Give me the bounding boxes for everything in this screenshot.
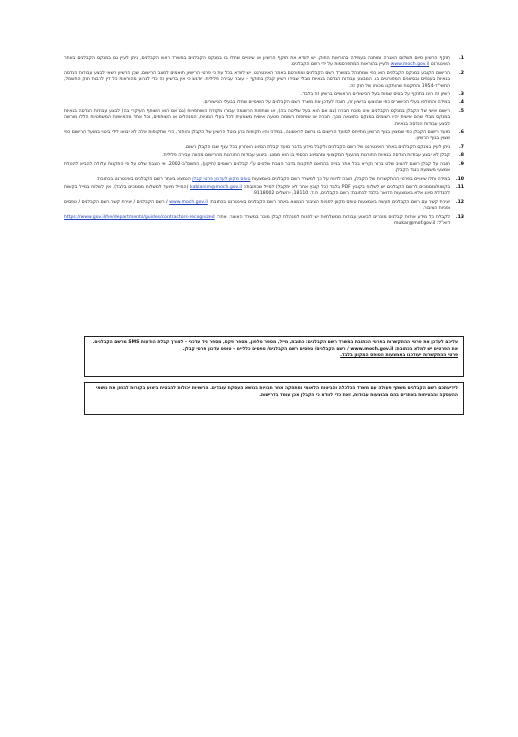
item-tail: / רשם הקבלנים / יצירת קשר.רשם הקבלנים / טפסים ופניות הציבור. [64,199,450,212]
item-text [64,162,450,175]
list-item [64,177,464,183]
item-tail: הנמצא באתר רשם הקבלנים באינטרנט בכתובת: [96,176,191,182]
list-item [64,145,464,151]
list-item [64,56,464,69]
list-item [64,185,464,198]
item-number: 4. [459,100,464,106]
item-text [64,200,450,213]
item-body: יצירת קשר עם רשם הקבלנים תעשה באמצעות טופס מקוון לפניות הציבור הנמצא באתר רשם הקבלנים באינטרנט בכתובת: [209,199,450,205]
terms-list [64,56,464,229]
item-body: מועד רישום הקבלן כפי שמצוין בגוף הרשיון מתייחס למועד הרישום בו נרשם לראשונה, במידה והיו תקופות בהן בוטל הרשיון של הקבלן והוחזר, הרי שתקופות אלה לא יבואו לידי ביטוי במועד הרישום כפי שצוין בגוף הרשיון. [64,130,450,142]
item-number: 9. [459,161,464,167]
item-tail: דוא"ל: mukar@mof.gov.il [394,220,450,226]
notice-line-3: פרטי ההתקשרות יעודכנו באמצעות הטופס המקוון בלבד. [340,353,458,359]
item-link[interactable]: kablanim@moch.gov.il [189,184,242,190]
notice-line-1: עליכם לעדכן את פרטי ההתקשרות בפרטי הכתובת במשרד רשם הקבלנים: כתובת, מייל, מספר טלפון, מספר פקס, מספר ניד עדכני – לצורך קבלת הודעות SMS מרשם הקבלנים. [92,340,458,345]
item-number: 2. [459,70,464,76]
item-text [64,56,450,69]
item-link[interactable]: https://www.gov.il/he/departments/guides/contractors-recognized [64,214,215,220]
item-tail: (המייל מיועד למשלוח מסמכים בלבד). אין לשלוח במייל בקשות להגדלת סיווג אלא באמצעות הדואר בלבד לכתובת: רשם הקבלנים, ת.ד. 18110, ירושלים 9118002. [64,184,450,197]
item-number: 7. [459,144,464,150]
item-body: במידה ותלו שינויים בפרטי ההתקשרות של הקבלן, חובה לדווח על כך למשרד רשם הקבלנים באמצעות [251,176,450,182]
list-item [64,130,464,143]
item-body: לקבלת כל מידע אודות קבלנים מוכרים לביצוע עבודות ממשלתיות יש לפנות למנהלת קבלן מוכר במשרד האוצר. אתר: [216,214,450,220]
item-body: תוקף הרשיון מיום תשלום האגרה ומותנה בעמידה בהוראות החוק. יש לוודא את תוקף הרשיון או שינויים שחלו בו במנקס הקבלנים במשרד ראש הקבלנים, ניתן לעיין גם במנקס הקבלנים באתר האינטרנט [64,56,450,68]
item-number: 6. [459,130,464,136]
item-text [64,100,450,106]
item-text [64,215,450,228]
item-number: 1. [459,56,464,61]
item-tail: ולעיין בהוראות המתפרסמות על ידי רשם הקבלנים. [290,62,390,68]
list-item [64,200,464,213]
list-item [64,162,464,175]
item-body: ניתן לעיין במנקס הקבלנים באתר האינטרנט של רשם הקבלנים ולקבל מידע בדבר מועד קבלת הסיווג האחרון בכל ענף שבו הקבלן רשום. [184,144,450,150]
list-item [64,100,464,106]
item-text [64,109,450,128]
item-number: 8. [459,153,464,159]
list-item [64,215,464,228]
item-number: 10. [455,176,464,182]
contact-update-notice [84,336,464,377]
item-body: חובה על קבלן רשום להציב שלט ברור וקריא בכל אתר בנייה בהתאם לתקנות בדבר הצבת שלטים ע"י קבלנים רשומים (תיקון), התשס"ב-2002. אי הצבת שלט על פי התקנות עלולה להביא להטלת אמצעי משמעת כנגד הקבלן. [64,161,450,174]
item-number: 5. [459,108,464,114]
item-text [64,185,450,198]
item-text [64,177,450,183]
item-link[interactable]: www.moch.gov.il [390,62,430,68]
notice-line-2: את הפרטים יש למלא בכתובת: www.moch.gov.il / רשם הקבלנים/ טפסים רשם הקבלנים/ טפסים כלליים – טופס עדכון פרטי קבלן. [182,346,458,352]
item-number: 3. [459,92,464,98]
list-item [64,71,464,90]
item-link[interactable]: www.moch.gov.il [169,199,208,205]
list-item [64,109,464,128]
item-text [64,145,450,151]
notice-text: לידיעתכם רשם הקבלנים משתף פעולה עם משרד הכלכלה והביטוח הלאומי ומתחקה אחר חבויות בנושא העסקת עובדים. הרשויות יכולות להבטיח ביצוע בקורות לבחון את נושאי ההעסקה והבטיחות באתרים בהם מבוצעות עבודות, זאת כדי לוודא כי הקבלן אכן עומד בדרישות. [95,386,458,398]
item-text [64,71,450,90]
item-body: רישום אישי של הקבלן במנקס הקבלנים אינו מוכח חברה (גם אם הוא בעל שליטה בה), או שותפות הרשומה עבורו מקודת השותפויות (גם אם הוא השותף העיקרי בה) לבצע עבודות הנדסה בנאיות במנקס מבלי שהם אישית יהיו רשומים במנקס כתוצאה מכך. חברה או שותפות רשומה מטעה אישית משמעית לכל בעלי המניות, המנהלים או השותפים, וכל אחד מהאישיות המשפטיות הללו מורשה לבצע עבודות הנדסה בנאיות. [64,108,450,127]
item-text [64,92,450,98]
item-link[interactable]: טופס מקוון לעדכון פרטי קבלן [192,176,251,182]
item-text [64,153,450,159]
item-body: קבלן לא יבצע עבודות הנדסה בנאיות החורגות מהענף המקצועי ומהסיווג הכספי בו הוא מסווג. ביצוע עבודות החורגות מהרישום מהווה עבירה פלילית. [162,153,450,159]
item-body: רשיון זה הינו בתוקף על בסיס שמות בעל הכישורים הראשיים ברשיון זה בלבד. [301,92,450,98]
cooperation-notice [84,382,464,415]
item-body: בקשות/מסמכים לרשם הקבלנים יש לשלוח בקובץ PDF בלבד (כל קובץ אחר לא יתקבל) למייל שכתובתו: [243,184,450,190]
list-item [64,153,464,159]
item-body: במידה והחולפו בעלי הכישורים כפי שהוצעו ברשיון זה, חובה לעדכן את משרד רשם הקבלנים על השינויים שחלו בבעלי הכישורים. [203,100,450,106]
list-item [64,92,464,98]
item-number: 13. [455,214,464,220]
item-number: 12. [455,199,464,205]
item-number: 11. [455,184,464,190]
item-body: הרישום הקובע במנקס הקבלנים הוא כפי שמתנהל במשרד רשם הקבלנים ומפורסם באתר האינטרנט. יש לוודא בכל עת כי פרטי הרישיון תואמים למצב הרישום, שכן הרשיון רשאי לבצע עבודות הנדסה בנאיות בענפים ובסיווגים המפורטים בו. המבצע עבודות הנדסה בנאיות מבלי שבידו רשיון קבלן בתוקף – עובר עבירה פלילית. יודגש כי אין ברשיון זה כדי לגרוע מהוראות כל דין לרבות חוק החשמל, התשי"ד-1954 והתקנות שהותקנו מכוחו של חוק זה. [64,70,450,89]
item-text [64,130,450,143]
